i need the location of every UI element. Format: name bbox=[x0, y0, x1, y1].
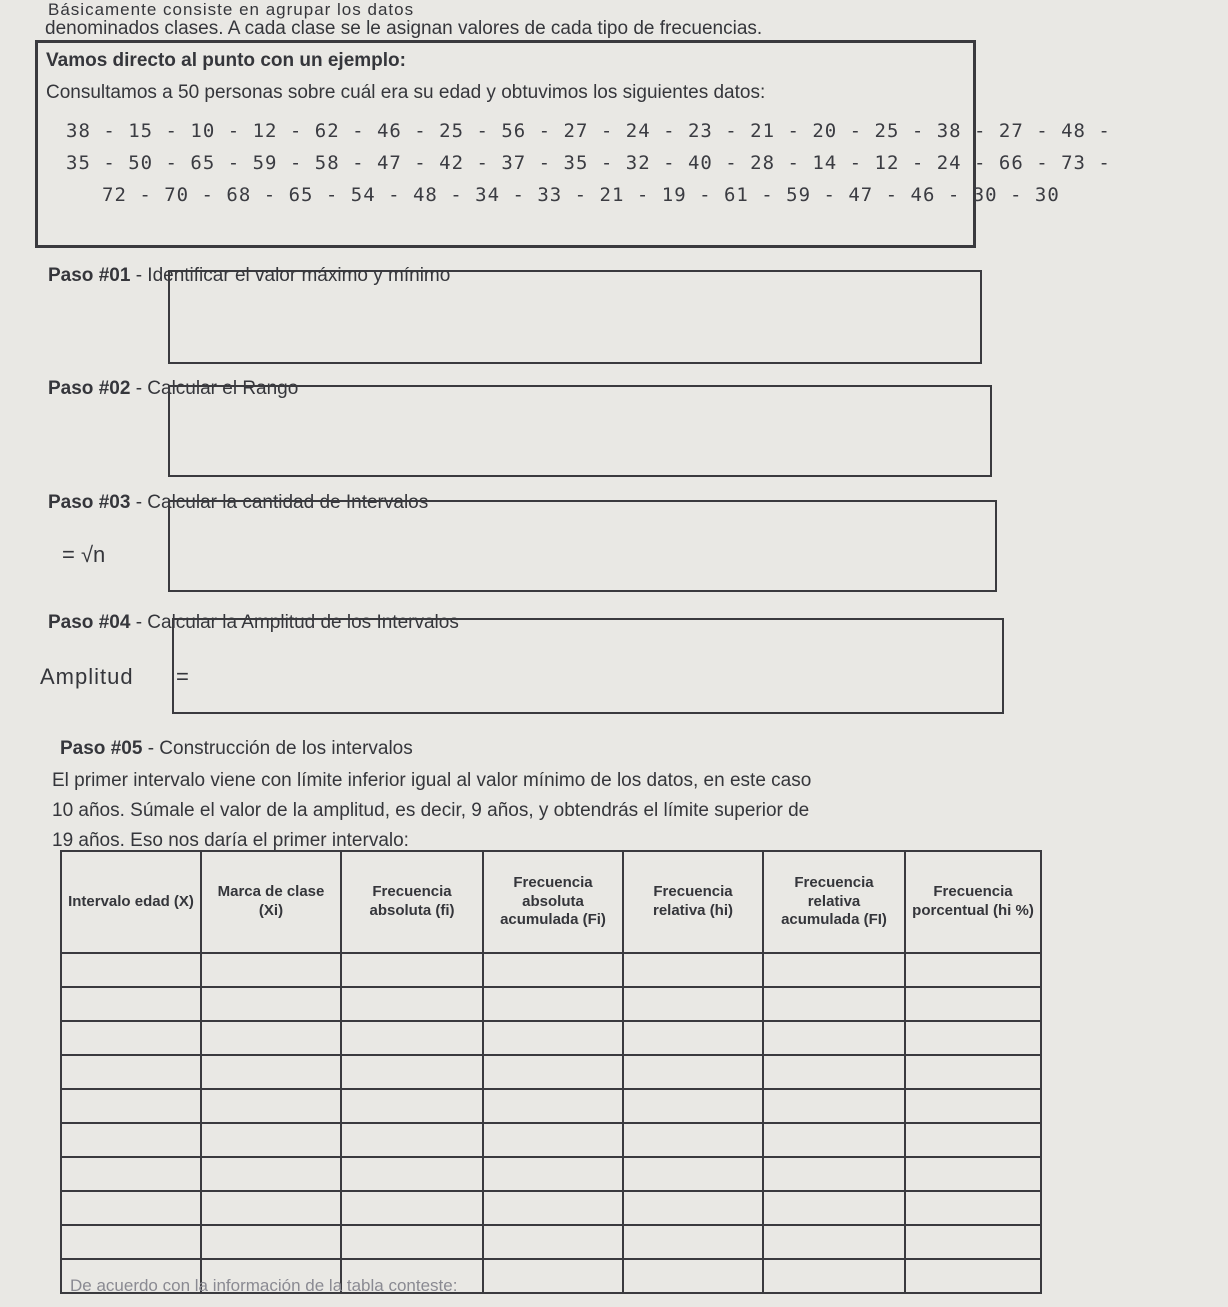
table-cell[interactable] bbox=[763, 1225, 905, 1259]
table-cell[interactable] bbox=[905, 1055, 1041, 1089]
header-cumulative-relative-frequency: Frecuencia relativa acumulada (FI) bbox=[763, 851, 905, 953]
table-row bbox=[61, 1021, 1041, 1055]
step-1-title: - Identificar el valor máximo y mínimo bbox=[135, 265, 451, 286]
table-cell[interactable] bbox=[483, 1225, 623, 1259]
footer-question: De acuerdo con la información de la tabla conteste: bbox=[70, 1276, 458, 1295]
header-relative-frequency: Frecuencia relativa (hi) bbox=[623, 851, 763, 953]
table-cell[interactable] bbox=[341, 1225, 483, 1259]
table-cell[interactable] bbox=[483, 1191, 623, 1225]
step-4-answer-box[interactable] bbox=[172, 618, 1004, 714]
table-cell[interactable] bbox=[623, 1225, 763, 1259]
table-cell[interactable] bbox=[483, 1021, 623, 1055]
table-cell[interactable] bbox=[341, 1157, 483, 1191]
example-heading: Vamos directo al punto con un ejemplo: bbox=[46, 50, 406, 71]
table-cell[interactable] bbox=[763, 1089, 905, 1123]
table-cell[interactable] bbox=[341, 1089, 483, 1123]
table-row bbox=[61, 1123, 1041, 1157]
table-cell[interactable] bbox=[905, 1191, 1041, 1225]
header-absolute-frequency: Frecuencia absoluta (fi) bbox=[341, 851, 483, 953]
table-cell[interactable] bbox=[61, 1055, 201, 1089]
table-cell[interactable] bbox=[623, 987, 763, 1021]
table-header-row bbox=[61, 851, 1041, 953]
table-cell[interactable] bbox=[483, 987, 623, 1021]
table-cell[interactable] bbox=[61, 1089, 201, 1123]
table-cell[interactable] bbox=[201, 1021, 341, 1055]
data-row-1: 38 - 15 - 10 - 12 - 62 - 46 - 25 - 56 - 27 - 24 - 23 - 21 - 20 - 25 - 38 - 27 - 48 - bbox=[66, 120, 1111, 142]
header-interval: Intervalo edad (X) bbox=[61, 851, 201, 953]
step-1-answer-box[interactable] bbox=[168, 270, 982, 364]
table-cell[interactable] bbox=[763, 1191, 905, 1225]
table-cell[interactable] bbox=[905, 1259, 1041, 1293]
step-1-label: Paso #01 bbox=[48, 265, 131, 286]
table-cell[interactable] bbox=[623, 953, 763, 987]
table-cell[interactable] bbox=[483, 953, 623, 987]
table-cell[interactable] bbox=[61, 1021, 201, 1055]
step-5-heading bbox=[60, 738, 413, 760]
table-cell[interactable] bbox=[201, 1225, 341, 1259]
table-cell[interactable] bbox=[905, 987, 1041, 1021]
step-3-answer-box[interactable] bbox=[168, 500, 997, 592]
table-cell[interactable] bbox=[341, 1191, 483, 1225]
table-row bbox=[61, 987, 1041, 1021]
step-2-answer-box[interactable] bbox=[168, 385, 992, 477]
step-5-text-line-3: 19 años. Eso nos daría el primer intervalo: bbox=[52, 830, 409, 851]
table-cell[interactable] bbox=[905, 1157, 1041, 1191]
table-row bbox=[61, 1157, 1041, 1191]
header-class-mark: Marca de clase (Xi) bbox=[201, 851, 341, 953]
frequency-table bbox=[60, 850, 1042, 1294]
table-cell[interactable] bbox=[763, 1259, 905, 1293]
intro-line-1: Básicamente consiste en agrupar los datos bbox=[48, 0, 415, 19]
table-cell[interactable] bbox=[201, 987, 341, 1021]
table-cell[interactable] bbox=[905, 1123, 1041, 1157]
amplitude-equals: = bbox=[176, 664, 189, 689]
table-cell[interactable] bbox=[341, 1021, 483, 1055]
table-cell[interactable] bbox=[61, 1191, 201, 1225]
table-cell[interactable] bbox=[763, 1123, 905, 1157]
table-cell[interactable] bbox=[201, 1089, 341, 1123]
table-cell[interactable] bbox=[341, 1055, 483, 1089]
table-cell[interactable] bbox=[483, 1259, 623, 1293]
table-cell[interactable] bbox=[763, 953, 905, 987]
table-cell[interactable] bbox=[623, 1191, 763, 1225]
amplitude-label: Amplitud bbox=[40, 664, 134, 689]
table-cell[interactable] bbox=[623, 1021, 763, 1055]
table-cell[interactable] bbox=[201, 1123, 341, 1157]
example-description: Consultamos a 50 personas sobre cuál era su edad y obtuvimos los siguientes datos: bbox=[46, 82, 766, 103]
step-5-label: Paso #05 bbox=[60, 738, 143, 759]
table-cell[interactable] bbox=[905, 1225, 1041, 1259]
table-cell[interactable] bbox=[483, 1123, 623, 1157]
table-cell[interactable] bbox=[905, 1021, 1041, 1055]
intro-line-2: denominados clases. A cada clase se le asignan valores de cada tipo de frecuencias. bbox=[45, 18, 763, 39]
step-4-label: Paso #04 bbox=[48, 612, 131, 633]
table-cell[interactable] bbox=[61, 953, 201, 987]
table-cell[interactable] bbox=[483, 1089, 623, 1123]
step-3-formula: = √n bbox=[62, 542, 106, 567]
data-row-2: 35 - 50 - 65 - 59 - 58 - 47 - 42 - 37 - 35 - 32 - 40 - 28 - 14 - 12 - 24 - 66 - 73 - bbox=[66, 152, 1111, 174]
table-cell[interactable] bbox=[623, 1259, 763, 1293]
step-5-text-line-1: El primer intervalo viene con límite inferior igual al valor mínimo de los datos, en este caso bbox=[52, 770, 812, 791]
table-cell[interactable] bbox=[201, 1191, 341, 1225]
table-cell[interactable] bbox=[61, 1123, 201, 1157]
table-row bbox=[61, 1055, 1041, 1089]
step-2-title: - Calcular el Rango bbox=[135, 378, 299, 399]
table-cell[interactable] bbox=[623, 1157, 763, 1191]
table-cell[interactable] bbox=[905, 1089, 1041, 1123]
table-cell[interactable] bbox=[483, 1055, 623, 1089]
table-cell[interactable] bbox=[763, 1055, 905, 1089]
table-cell[interactable] bbox=[623, 1123, 763, 1157]
step-2-label: Paso #02 bbox=[48, 378, 131, 399]
step-3-label: Paso #03 bbox=[48, 492, 131, 513]
table-cell[interactable] bbox=[61, 1157, 201, 1191]
table-cell[interactable] bbox=[763, 1157, 905, 1191]
table-cell[interactable] bbox=[201, 953, 341, 987]
table-row bbox=[61, 1225, 1041, 1259]
table-cell[interactable] bbox=[341, 987, 483, 1021]
header-cumulative-absolute-frequency: Frecuencia absoluta acumulada (Fi) bbox=[483, 851, 623, 953]
table-cell[interactable] bbox=[61, 1225, 201, 1259]
table-cell[interactable] bbox=[763, 1021, 905, 1055]
table-cell[interactable] bbox=[763, 987, 905, 1021]
table-cell[interactable] bbox=[483, 1157, 623, 1191]
table-row bbox=[61, 1191, 1041, 1225]
step-5-text-line-2: 10 años. Súmale el valor de la amplitud, es decir, 9 años, y obtendrás el límite superior de bbox=[52, 800, 810, 821]
step-4-title: - Calcular la Amplitud de los Intervalos bbox=[135, 612, 459, 633]
header-percentage-frequency: Frecuencia porcentual (hi %) bbox=[905, 851, 1041, 953]
table-cell[interactable] bbox=[341, 1123, 483, 1157]
step-3-title: - Calcular la cantidad de Intervalos bbox=[135, 492, 429, 513]
table-cell[interactable] bbox=[201, 1157, 341, 1191]
table-row bbox=[61, 1089, 1041, 1123]
table-cell[interactable] bbox=[623, 1089, 763, 1123]
data-row-3: 72 - 70 - 68 - 65 - 54 - 48 - 34 - 33 - 21 - 19 - 61 - 59 - 47 - 46 - 30 - 30 bbox=[102, 184, 1060, 206]
table-row bbox=[61, 953, 1041, 987]
table-cell[interactable] bbox=[341, 953, 483, 987]
table-cell[interactable] bbox=[623, 1055, 763, 1089]
table-cell[interactable] bbox=[61, 987, 201, 1021]
table-cell[interactable] bbox=[201, 1055, 341, 1089]
step-5-title: - Construcción de los intervalos bbox=[147, 738, 413, 759]
table-cell[interactable] bbox=[905, 953, 1041, 987]
